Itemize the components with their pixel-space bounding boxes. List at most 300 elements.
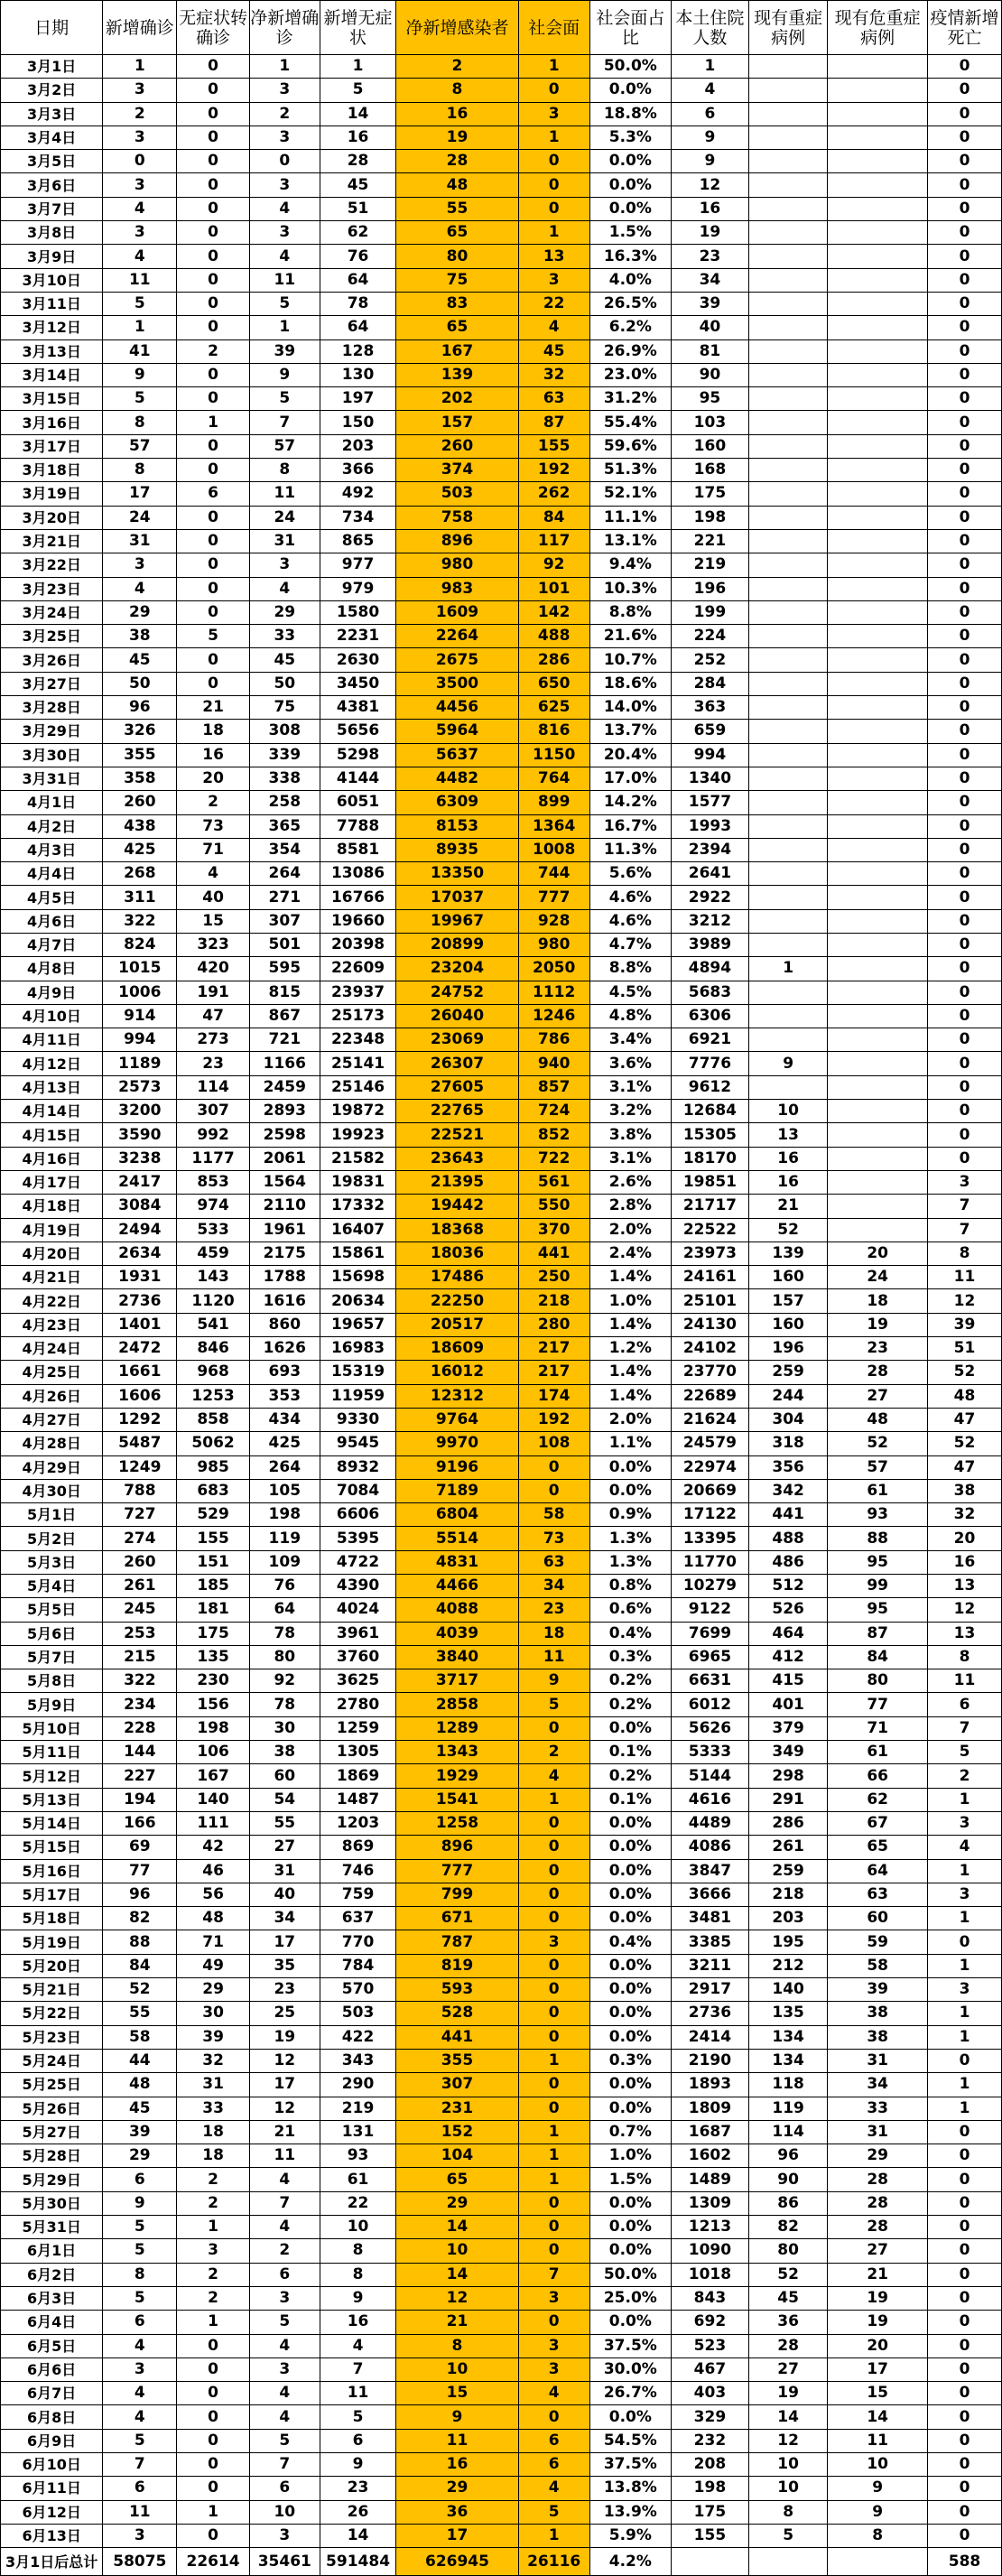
cell-local-hospitalized: 11770 (671, 1550, 748, 1574)
table-row (1, 1100, 1002, 1123)
cell-new-asymptomatic: 2231 (320, 625, 396, 648)
cell-asymptomatic-to-confirmed: 0 (177, 387, 250, 411)
cell-community-ratio: 0.0% (589, 2311, 671, 2334)
cell-community: 0 (518, 2097, 589, 2120)
cell-current-severe: 195 (748, 1930, 827, 1954)
cell-net-new-infected: 896 (396, 1836, 518, 1859)
cell-current-critical (828, 55, 928, 79)
cell-local-hospitalized: 17122 (671, 1503, 748, 1527)
cell-new-deaths: 39 (927, 1313, 1001, 1336)
cell-new-confirmed: 96 (103, 1883, 177, 1906)
cell-current-severe (748, 221, 827, 245)
cell-community-ratio: 0.0% (589, 173, 671, 197)
cell-new-confirmed: 9 (103, 363, 177, 386)
table-row (1, 696, 1002, 720)
cell-asymptomatic-to-confirmed: 307 (177, 1100, 250, 1123)
cell-new-asymptomatic: 130 (320, 363, 396, 386)
table-row (1, 1788, 1002, 1811)
cell-current-critical (828, 1195, 928, 1218)
cell-asymptomatic-to-confirmed: 0 (177, 197, 250, 220)
cell-asymptomatic-to-confirmed: 114 (177, 1075, 250, 1099)
cell-community: 11 (518, 1645, 589, 1669)
cell-local-hospitalized: 15305 (671, 1123, 748, 1147)
cell-asymptomatic-to-confirmed: 846 (177, 1337, 250, 1361)
table-row (1, 2263, 1002, 2286)
cell-date: 5月14日 (1, 1811, 103, 1835)
cell-community-ratio: 5.9% (589, 2524, 671, 2547)
cell-local-hospitalized: 9612 (671, 1075, 748, 1099)
cell-asymptomatic-to-confirmed: 22614 (177, 2548, 250, 2576)
cell-asymptomatic-to-confirmed: 0 (177, 102, 250, 126)
cell-net-new-infected: 80 (396, 245, 518, 268)
cell-community: 852 (518, 1123, 589, 1147)
cell-current-critical (828, 1170, 928, 1194)
cell-date: 3月15日 (1, 387, 103, 411)
cell-new-deaths: 0 (927, 2263, 1001, 2286)
cell-new-deaths: 0 (927, 767, 1001, 790)
cell-community-ratio: 1.0% (589, 1289, 671, 1313)
cell-new-asymptomatic: 203 (320, 434, 396, 458)
cell-community: 0 (518, 1479, 589, 1502)
cell-new-deaths: 0 (927, 1100, 1001, 1123)
cell-community-ratio: 0.0% (589, 1716, 671, 1740)
cell-new-asymptomatic: 17332 (320, 1195, 396, 1218)
cell-asymptomatic-to-confirmed: 21 (177, 696, 250, 720)
table-row (1, 886, 1002, 909)
cell-current-critical (828, 1100, 928, 1123)
cell-net-new-infected: 528 (396, 2002, 518, 2025)
cell-net-new-infected: 55 (396, 197, 518, 220)
table-row (1, 720, 1002, 743)
cell-new-deaths: 7 (927, 1716, 1001, 1740)
cell-new-asymptomatic: 19831 (320, 1170, 396, 1194)
table-row (1, 1907, 1002, 1930)
table-row (1, 1811, 1002, 1835)
cell-net-new-confirmed: 1626 (249, 1337, 320, 1361)
cell-asymptomatic-to-confirmed: 0 (177, 2477, 250, 2500)
cell-new-confirmed: 58075 (103, 2548, 177, 2576)
cell-current-critical: 29 (828, 2144, 928, 2168)
table-row (1, 767, 1002, 790)
cell-date: 3月24日 (1, 600, 103, 624)
cell-current-severe: 5 (748, 2524, 827, 2547)
cell-community-ratio: 6.2% (589, 316, 671, 339)
cell-new-confirmed: 29 (103, 600, 177, 624)
cell-net-new-infected: 167 (396, 339, 518, 363)
table-row (1, 1123, 1002, 1147)
cell-new-confirmed: 1606 (103, 1384, 177, 1408)
cell-local-hospitalized: 1018 (671, 2263, 748, 2286)
cell-new-confirmed: 3590 (103, 1123, 177, 1147)
cell-current-critical: 9 (828, 2500, 928, 2524)
cell-net-new-infected: 17037 (396, 886, 518, 909)
cell-new-asymptomatic: 4144 (320, 767, 396, 790)
cell-local-hospitalized: 219 (671, 553, 748, 577)
cell-new-asymptomatic: 9 (320, 2286, 396, 2310)
cell-community: 3 (518, 268, 589, 292)
cell-local-hospitalized: 21717 (671, 1195, 748, 1218)
cell-current-severe: 134 (748, 2049, 827, 2072)
cell-new-confirmed: 322 (103, 909, 177, 933)
cell-community-ratio: 0.9% (589, 1503, 671, 1527)
cell-asymptomatic-to-confirmed: 71 (177, 1930, 250, 1954)
header-current-critical: 现有危重症病例 (828, 1, 928, 55)
cell-community-ratio: 1.3% (589, 1527, 671, 1550)
cell-current-critical (828, 577, 928, 600)
cell-asymptomatic-to-confirmed: 0 (177, 553, 250, 577)
cell-net-new-confirmed: 64 (249, 1598, 320, 1622)
cell-date: 3月19日 (1, 482, 103, 506)
cell-asymptomatic-to-confirmed: 0 (177, 55, 250, 79)
cell-new-asymptomatic: 8 (320, 2263, 396, 2286)
cell-current-critical (828, 814, 928, 838)
table-row (1, 1741, 1002, 1764)
cell-new-deaths: 0 (927, 577, 1001, 600)
cell-community: 117 (518, 529, 589, 553)
cell-new-asymptomatic: 8 (320, 2239, 396, 2263)
cell-net-new-infected: 896 (396, 529, 518, 553)
cell-current-severe (748, 1075, 827, 1099)
cell-net-new-confirmed: 3 (249, 126, 320, 149)
cell-net-new-infected: 12 (396, 2286, 518, 2310)
cell-net-new-infected: 8 (396, 2334, 518, 2357)
cell-current-critical: 33 (828, 2097, 928, 2120)
cell-current-critical: 57 (828, 1455, 928, 1479)
header-net-new-confirmed: 净新增确诊 (249, 1, 320, 55)
cell-local-hospitalized: 199 (671, 600, 748, 624)
cell-local-hospitalized: 196 (671, 577, 748, 600)
cell-asymptomatic-to-confirmed: 459 (177, 1242, 250, 1265)
cell-new-confirmed: 5 (103, 2239, 177, 2263)
table-row (1, 1954, 1002, 1977)
cell-local-hospitalized: 22689 (671, 1384, 748, 1408)
cell-new-deaths: 0 (927, 2405, 1001, 2429)
cell-community: 724 (518, 1100, 589, 1123)
cell-current-severe (748, 577, 827, 600)
cell-new-asymptomatic: 1203 (320, 1811, 396, 1835)
cell-new-confirmed: 45 (103, 648, 177, 672)
cell-community: 370 (518, 1218, 589, 1242)
cell-current-severe (748, 55, 827, 79)
cell-community-ratio: 4.7% (589, 933, 671, 956)
cell-community-ratio: 3.1% (589, 1075, 671, 1099)
cell-new-deaths: 0 (927, 862, 1001, 886)
cell-new-deaths: 0 (927, 791, 1001, 814)
cell-new-deaths: 1 (927, 2073, 1001, 2097)
cell-new-asymptomatic: 1259 (320, 1716, 396, 1740)
table-row (1, 981, 1002, 1004)
cell-community: 1364 (518, 814, 589, 838)
cell-current-severe: 14 (748, 2405, 827, 2429)
cell-new-confirmed: 2573 (103, 1075, 177, 1099)
cell-asymptomatic-to-confirmed: 273 (177, 1028, 250, 1052)
cell-date: 5月11日 (1, 1741, 103, 1764)
cell-current-severe: 96 (748, 2144, 827, 2168)
cell-net-new-confirmed: 867 (249, 1004, 320, 1028)
cell-asymptomatic-to-confirmed: 0 (177, 126, 250, 149)
cell-community: 0 (518, 2216, 589, 2239)
cell-date: 5月26日 (1, 2097, 103, 2120)
cell-asymptomatic-to-confirmed: 33 (177, 2097, 250, 2120)
cell-current-severe (748, 933, 827, 956)
cell-local-hospitalized: 252 (671, 648, 748, 672)
table-row (1, 459, 1002, 482)
cell-asymptomatic-to-confirmed: 198 (177, 1716, 250, 1740)
cell-community-ratio: 1.5% (589, 2168, 671, 2191)
cell-current-critical (828, 909, 928, 933)
table-row (1, 1147, 1002, 1170)
cell-new-deaths: 0 (927, 102, 1001, 126)
table-row (1, 2405, 1002, 2429)
cell-date: 3月25日 (1, 625, 103, 648)
cell-current-critical: 27 (828, 1384, 928, 1408)
cell-net-new-confirmed: 4 (249, 2334, 320, 2357)
cell-net-new-confirmed: 7 (249, 2191, 320, 2215)
cell-current-critical (828, 459, 928, 482)
cell-new-asymptomatic: 422 (320, 2025, 396, 2049)
cell-current-severe: 160 (748, 1266, 827, 1289)
cell-asymptomatic-to-confirmed: 15 (177, 909, 250, 933)
cell-current-critical: 10 (828, 2452, 928, 2476)
cell-net-new-confirmed: 23 (249, 1978, 320, 2002)
cell-new-asymptomatic: 15319 (320, 1361, 396, 1384)
cell-current-critical: 28 (828, 2216, 928, 2239)
cell-date: 4月6日 (1, 909, 103, 933)
cell-date: 5月28日 (1, 2144, 103, 2168)
table-row (1, 173, 1002, 197)
cell-community: 2050 (518, 957, 589, 981)
cell-net-new-confirmed: 434 (249, 1408, 320, 1431)
cell-asymptomatic-to-confirmed: 683 (177, 1479, 250, 1502)
cell-new-asymptomatic: 3961 (320, 1622, 396, 1645)
cell-local-hospitalized: 9 (671, 126, 748, 149)
cell-current-severe: 318 (748, 1432, 827, 1455)
cell-date: 5月30日 (1, 2191, 103, 2215)
cell-new-asymptomatic: 93 (320, 2144, 396, 2168)
cell-net-new-infected: 9196 (396, 1455, 518, 1479)
table-row (1, 363, 1002, 386)
cell-net-new-infected: 29 (396, 2191, 518, 2215)
cell-local-hospitalized: 12 (671, 173, 748, 197)
cell-current-severe: 464 (748, 1622, 827, 1645)
cell-community-ratio: 13.9% (589, 2500, 671, 2524)
cell-date: 3月11日 (1, 292, 103, 315)
cell-current-severe: 19 (748, 2382, 827, 2405)
cell-asymptomatic-to-confirmed: 0 (177, 2524, 250, 2547)
cell-current-severe: 16 (748, 1170, 827, 1194)
cell-current-severe (748, 102, 827, 126)
cell-local-hospitalized: 2190 (671, 2049, 748, 2072)
cell-net-new-infected: 83 (396, 292, 518, 315)
cell-local-hospitalized: 6306 (671, 1004, 748, 1028)
cell-current-critical: 20 (828, 2334, 928, 2357)
cell-new-deaths: 0 (927, 411, 1001, 434)
cell-new-confirmed: 227 (103, 1764, 177, 1788)
cell-new-confirmed: 6 (103, 2477, 177, 2500)
cell-net-new-confirmed: 6 (249, 2263, 320, 2286)
cell-date: 5月7日 (1, 1645, 103, 1669)
table-body (1, 55, 1002, 2576)
cell-current-critical (828, 886, 928, 909)
cell-new-confirmed: 228 (103, 1716, 177, 1740)
cell-new-asymptomatic: 61 (320, 2168, 396, 2191)
cell-net-new-confirmed: 4 (249, 2168, 320, 2191)
cell-asymptomatic-to-confirmed: 0 (177, 2452, 250, 2476)
cell-current-critical: 65 (828, 1836, 928, 1859)
table-row (1, 339, 1002, 363)
cell-new-confirmed: 5487 (103, 1432, 177, 1455)
cell-new-deaths: 0 (927, 292, 1001, 315)
cell-new-confirmed: 788 (103, 1479, 177, 1502)
cell-community-ratio: 0.0% (589, 1479, 671, 1502)
cell-community: 488 (518, 625, 589, 648)
cell-new-deaths: 0 (927, 2357, 1001, 2381)
cell-current-severe (748, 909, 827, 933)
cell-current-critical: 80 (828, 1669, 928, 1693)
cell-local-hospitalized: 19 (671, 221, 748, 245)
cell-net-new-confirmed: 109 (249, 1550, 320, 1574)
cell-local-hospitalized: 1 (671, 55, 748, 79)
cell-new-asymptomatic: 62 (320, 221, 396, 245)
cell-current-critical (828, 197, 928, 220)
cell-new-asymptomatic: 28 (320, 150, 396, 173)
cell-asymptomatic-to-confirmed: 175 (177, 1622, 250, 1645)
cell-local-hospitalized: 168 (671, 459, 748, 482)
cell-asymptomatic-to-confirmed: 0 (177, 316, 250, 339)
cell-current-severe: 291 (748, 1788, 827, 1811)
cell-current-critical (828, 221, 928, 245)
cell-new-confirmed: 994 (103, 1028, 177, 1052)
cell-asymptomatic-to-confirmed: 40 (177, 886, 250, 909)
cell-new-deaths: 0 (927, 696, 1001, 720)
cell-current-critical (828, 1004, 928, 1028)
cell-community: 4 (518, 2477, 589, 2500)
cell-new-confirmed: 215 (103, 1645, 177, 1669)
cell-net-new-infected: 4482 (396, 767, 518, 790)
cell-current-severe: 441 (748, 1503, 827, 1527)
cell-asymptomatic-to-confirmed: 0 (177, 363, 250, 386)
cell-new-asymptomatic: 4 (320, 2334, 396, 2357)
cell-community: 63 (518, 1550, 589, 1574)
table-row (1, 1170, 1002, 1194)
cell-community: 286 (518, 648, 589, 672)
cell-net-new-infected: 10 (396, 2357, 518, 2381)
cell-local-hospitalized: 2394 (671, 838, 748, 861)
cell-community: 1 (518, 2524, 589, 2547)
cell-local-hospitalized: 160 (671, 434, 748, 458)
cell-local-hospitalized: 18170 (671, 1147, 748, 1170)
cell-local-hospitalized: 659 (671, 720, 748, 743)
cell-net-new-confirmed: 25 (249, 2002, 320, 2025)
cell-asymptomatic-to-confirmed: 106 (177, 1741, 250, 1764)
cell-asymptomatic-to-confirmed: 0 (177, 221, 250, 245)
table-row (1, 1432, 1002, 1455)
cell-new-asymptomatic: 8581 (320, 838, 396, 861)
table-row (1, 1218, 1002, 1242)
cell-date: 3月12日 (1, 316, 103, 339)
cell-new-deaths: 32 (927, 1503, 1001, 1527)
cell-local-hospitalized: 3847 (671, 1859, 748, 1883)
cell-community-ratio: 8.8% (589, 957, 671, 981)
cell-new-deaths: 0 (927, 126, 1001, 149)
cell-community: 786 (518, 1028, 589, 1052)
cell-current-critical (828, 862, 928, 886)
cell-local-hospitalized: 1893 (671, 2073, 748, 2097)
cell-local-hospitalized: 198 (671, 2477, 748, 2500)
cell-community-ratio: 2.4% (589, 1242, 671, 1265)
table-row (1, 2286, 1002, 2310)
cell-new-deaths: 0 (927, 173, 1001, 197)
cell-current-critical: 19 (828, 1313, 928, 1336)
cell-date: 6月6日 (1, 2357, 103, 2381)
cell-new-confirmed: 166 (103, 1811, 177, 1835)
cell-net-new-confirmed: 4 (249, 245, 320, 268)
cell-community-ratio: 3.2% (589, 1100, 671, 1123)
cell-community: 0 (518, 1954, 589, 1977)
cell-new-confirmed: 8 (103, 2263, 177, 2286)
cell-current-severe (748, 696, 827, 720)
cell-net-new-infected: 23069 (396, 1028, 518, 1052)
cell-net-new-infected: 1343 (396, 1741, 518, 1764)
cell-local-hospitalized: 90 (671, 363, 748, 386)
cell-net-new-confirmed: 29 (249, 600, 320, 624)
cell-local-hospitalized: 4489 (671, 1811, 748, 1835)
cell-net-new-infected: 23204 (396, 957, 518, 981)
cell-new-deaths: 0 (927, 197, 1001, 220)
table-row (1, 1195, 1002, 1218)
cell-new-asymptomatic: 7 (320, 2357, 396, 2381)
cell-new-confirmed: 261 (103, 1575, 177, 1598)
table-row (1, 1550, 1002, 1574)
cell-date: 5月4日 (1, 1575, 103, 1598)
cell-new-asymptomatic: 11959 (320, 1384, 396, 1408)
cell-new-asymptomatic: 25173 (320, 1004, 396, 1028)
cell-current-critical: 18 (828, 1289, 928, 1313)
cell-new-deaths: 13 (927, 1622, 1001, 1645)
cell-current-critical (828, 482, 928, 506)
cell-asymptomatic-to-confirmed: 46 (177, 1859, 250, 1883)
cell-current-severe: 218 (748, 1883, 827, 1906)
cell-current-severe: 140 (748, 1978, 827, 2002)
cell-local-hospitalized: 7776 (671, 1052, 748, 1075)
cell-community-ratio: 3.4% (589, 1028, 671, 1052)
cell-date: 5月21日 (1, 1978, 103, 2002)
cell-asymptomatic-to-confirmed: 47 (177, 1004, 250, 1028)
cell-net-new-confirmed: 105 (249, 1479, 320, 1502)
cell-date: 4月10日 (1, 1004, 103, 1028)
table-row (1, 1669, 1002, 1693)
cell-community-ratio: 0.0% (589, 2097, 671, 2120)
cell-local-hospitalized: 16 (671, 197, 748, 220)
cell-new-deaths: 0 (927, 2168, 1001, 2191)
cell-community: 155 (518, 434, 589, 458)
cell-current-severe: 415 (748, 1669, 827, 1693)
cell-community: 101 (518, 577, 589, 600)
cell-net-new-confirmed: 198 (249, 1503, 320, 1527)
cell-community-ratio: 0.6% (589, 1598, 671, 1622)
cell-community: 6 (518, 2429, 589, 2452)
cell-net-new-infected: 22765 (396, 1100, 518, 1123)
cell-community-ratio: 1.4% (589, 1361, 671, 1384)
cell-community-ratio: 5.6% (589, 862, 671, 886)
cell-net-new-confirmed: 2061 (249, 1147, 320, 1170)
cell-community: 561 (518, 1170, 589, 1194)
cell-current-critical: 34 (828, 2073, 928, 2097)
cell-new-confirmed: 824 (103, 933, 177, 956)
cell-net-new-confirmed: 2 (249, 102, 320, 126)
cell-asymptomatic-to-confirmed: 143 (177, 1266, 250, 1289)
cell-new-confirmed: 2417 (103, 1170, 177, 1194)
